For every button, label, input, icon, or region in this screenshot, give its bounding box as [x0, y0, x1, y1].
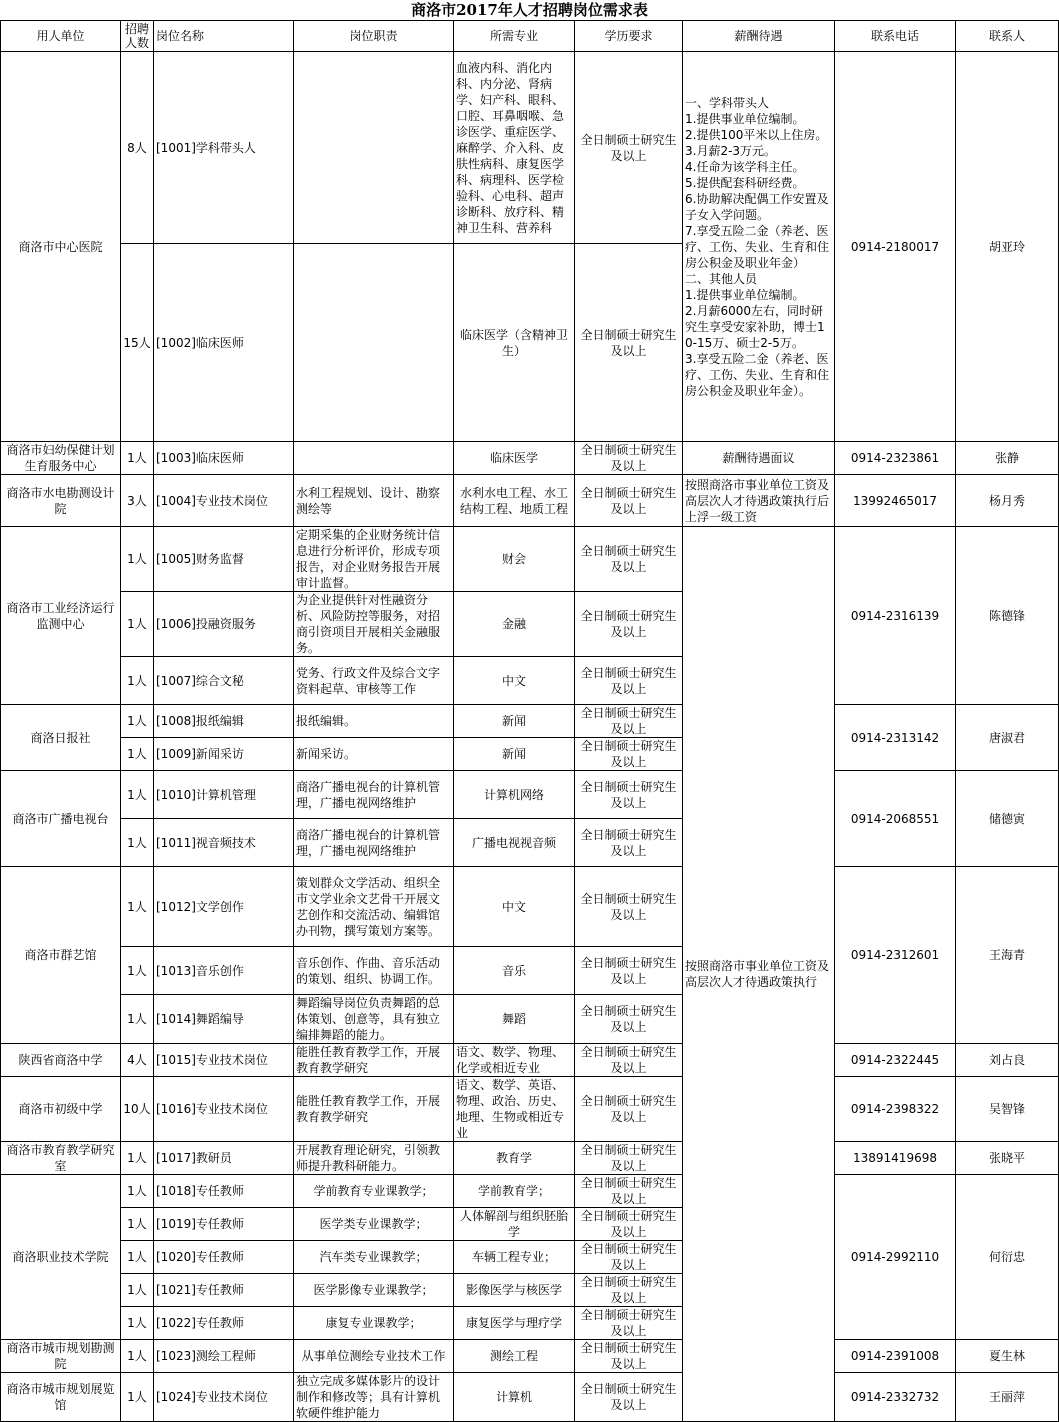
edu-cell: 全日制硕士研究生及以上	[575, 738, 683, 771]
count-cell: 1人	[121, 995, 154, 1044]
phone-cell: 0914-2332732	[835, 1373, 956, 1422]
edu-cell: 全日制硕士研究生及以上	[575, 1274, 683, 1307]
table-row	[1, 771, 1059, 819]
header-count: 招聘人数	[121, 21, 154, 52]
major-cell: 语文、数学、物理、化学或相近专业	[454, 1044, 575, 1077]
post-cell: [1013]音乐创作	[154, 947, 294, 995]
phone-cell: 13992465017	[835, 475, 956, 527]
table-row	[1, 1044, 1059, 1077]
table-row	[1, 1142, 1059, 1175]
major-cell: 新闻	[454, 705, 575, 738]
duty-cell: 新闻采访。	[294, 738, 454, 771]
duty-cell: 舞蹈编导岗位负责舞蹈的总体策划、创意等，具有独立编排舞蹈的能力。	[294, 995, 454, 1044]
major-cell: 临床医学	[454, 442, 575, 475]
duty-cell: 独立完成多媒体影片的设计制作和修改等；具有计算机软硬件维护能力	[294, 1373, 454, 1422]
unit-cell: 商洛市广播电视台	[1, 771, 121, 867]
edu-cell: 全日制硕士研究生及以上	[575, 657, 683, 705]
unit-cell: 商洛市城市规划展览馆	[1, 1373, 121, 1422]
unit-cell: 商洛市工业经济运行监测中心	[1, 527, 121, 705]
count-cell: 10人	[121, 1077, 154, 1142]
duty-cell: 为企业提供针对性融资分析、风险防控等服务，对招商引资项目开展相关金融服务。	[294, 592, 454, 657]
major-cell: 影像医学与核医学	[454, 1274, 575, 1307]
post-cell: [1023]测绘工程师	[154, 1340, 294, 1373]
post-cell: [1019]专任教师	[154, 1208, 294, 1241]
major-cell: 血液内科、消化内科、内分泌、肾病学、妇产科、眼科、口腔、耳鼻咽喉、急诊医学、重症医学、麻醉学、介入科、皮肤性病科、康复医学科、病理科、医学检验科、心电科、超声诊断科、放疗科、精神卫生科、营养科	[454, 52, 575, 244]
post-cell: [1010]计算机管理	[154, 771, 294, 819]
header-duty: 岗位职责	[294, 21, 454, 52]
table-row	[1, 527, 1059, 592]
edu-cell: 全日制硕士研究生及以上	[575, 52, 683, 244]
unit-cell: 商洛市水电勘测设计院	[1, 475, 121, 527]
count-cell: 8人	[121, 52, 154, 244]
edu-cell: 全日制硕士研究生及以上	[575, 819, 683, 867]
phone-cell: 0914-2312601	[835, 867, 956, 1044]
major-cell: 学前教育学；	[454, 1175, 575, 1208]
major-cell: 测绘工程	[454, 1340, 575, 1373]
contact-cell: 吴智锋	[956, 1077, 1059, 1142]
duty-cell: 医学影像专业课教学；	[294, 1274, 454, 1307]
phone-cell: 0914-2322445	[835, 1044, 956, 1077]
contact-cell: 张静	[956, 442, 1059, 475]
post-cell: [1015]专业技术岗位	[154, 1044, 294, 1077]
edu-cell: 全日制硕士研究生及以上	[575, 1142, 683, 1175]
unit-cell: 商洛市教育教学研究室	[1, 1142, 121, 1175]
contact-cell: 胡亚玲	[956, 52, 1059, 442]
major-cell: 广播电视视音频	[454, 819, 575, 867]
contact-cell: 刘占良	[956, 1044, 1059, 1077]
duty-cell: 医学类专业课教学；	[294, 1208, 454, 1241]
count-cell: 1人	[121, 1142, 154, 1175]
duty-cell: 汽车类专业课教学；	[294, 1241, 454, 1274]
salary-cell: 薪酬待遇面议	[683, 442, 835, 475]
count-cell: 1人	[121, 738, 154, 771]
edu-cell: 全日制硕士研究生及以上	[575, 1307, 683, 1340]
post-cell: [1012]文学创作	[154, 867, 294, 947]
count-cell: 1人	[121, 1241, 154, 1274]
contact-cell: 唐淑君	[956, 705, 1059, 771]
count-cell: 1人	[121, 657, 154, 705]
major-cell: 中文	[454, 867, 575, 947]
header-edu: 学历要求	[575, 21, 683, 52]
unit-cell: 商洛市初级中学	[1, 1077, 121, 1142]
post-cell: [1018]专任教师	[154, 1175, 294, 1208]
contact-cell: 何衍忠	[956, 1175, 1059, 1340]
post-cell: [1024]专业技术岗位	[154, 1373, 294, 1422]
table-row	[1, 705, 1059, 738]
count-cell: 3人	[121, 475, 154, 527]
major-cell: 车辆工程专业；	[454, 1241, 575, 1274]
major-cell: 康复医学与理疗学	[454, 1307, 575, 1340]
post-cell: [1004]专业技术岗位	[154, 475, 294, 527]
count-cell: 1人	[121, 527, 154, 592]
edu-cell: 全日制硕士研究生及以上	[575, 475, 683, 527]
table-row	[1, 475, 1059, 527]
table-row	[1, 867, 1059, 947]
table-row	[1, 1340, 1059, 1373]
count-cell: 1人	[121, 1208, 154, 1241]
unit-cell: 商洛市妇幼保健计划生育服务中心	[1, 442, 121, 475]
edu-cell: 全日制硕士研究生及以上	[575, 705, 683, 738]
phone-cell: 0914-2992110	[835, 1175, 956, 1340]
post-cell: [1001]学科带头人	[154, 52, 294, 244]
count-cell: 1人	[121, 1340, 154, 1373]
edu-cell: 全日制硕士研究生及以上	[575, 947, 683, 995]
count-cell: 1人	[121, 771, 154, 819]
count-cell: 15人	[121, 244, 154, 442]
duty-cell	[294, 52, 454, 244]
duty-cell: 定期采集的企业财务统计信息进行分析评价，形成专项报告，对企业财务报告开展审计监督。	[294, 527, 454, 592]
duty-cell: 商洛广播电视台的计算机管理，广播电视网络维护	[294, 771, 454, 819]
duty-cell: 从事单位测绘专业技术工作	[294, 1340, 454, 1373]
major-cell: 计算机网络	[454, 771, 575, 819]
salary-cell: 按照商洛市事业单位工资及高层次人才待遇政策执行后上浮一级工资	[683, 475, 835, 527]
edu-cell: 全日制硕士研究生及以上	[575, 592, 683, 657]
post-cell: [1017]教研员	[154, 1142, 294, 1175]
table-row	[1, 52, 1059, 244]
post-cell: [1011]视音频技术	[154, 819, 294, 867]
header-unit: 用人单位	[1, 21, 121, 52]
table-row	[1, 1373, 1059, 1422]
post-cell: [1003]临床医师	[154, 442, 294, 475]
edu-cell: 全日制硕士研究生及以上	[575, 527, 683, 592]
count-cell: 1人	[121, 705, 154, 738]
post-cell: [1007]综合文秘	[154, 657, 294, 705]
edu-cell: 全日制硕士研究生及以上	[575, 1077, 683, 1142]
header-contact: 联系人	[956, 21, 1059, 52]
edu-cell: 全日制硕士研究生及以上	[575, 1373, 683, 1422]
unit-cell: 商洛市城市规划勘测院	[1, 1340, 121, 1373]
edu-cell: 全日制硕士研究生及以上	[575, 771, 683, 819]
post-cell: [1009]新闻采访	[154, 738, 294, 771]
table-row	[1, 1077, 1059, 1142]
unit-cell: 商洛职业技术学院	[1, 1175, 121, 1340]
count-cell: 1人	[121, 947, 154, 995]
contact-cell: 杨月秀	[956, 475, 1059, 527]
count-cell: 1人	[121, 867, 154, 947]
major-cell: 财会	[454, 527, 575, 592]
unit-cell: 商洛市群艺馆	[1, 867, 121, 1044]
major-cell: 临床医学（含精神卫生）	[454, 244, 575, 442]
phone-cell: 0914-2398322	[835, 1077, 956, 1142]
phone-cell: 0914-2180017	[835, 52, 956, 442]
major-cell: 人体解剖与组织胚胎学	[454, 1208, 575, 1241]
contact-cell: 储德寅	[956, 771, 1059, 867]
major-cell: 金融	[454, 592, 575, 657]
count-cell: 1人	[121, 442, 154, 475]
major-cell: 舞蹈	[454, 995, 575, 1044]
edu-cell: 全日制硕士研究生及以上	[575, 1175, 683, 1208]
post-cell: [1020]专任教师	[154, 1241, 294, 1274]
duty-cell: 党务、行政文件及综合文字资料起草、审核等工作	[294, 657, 454, 705]
phone-cell: 0914-2313142	[835, 705, 956, 771]
post-cell: [1005]财务监督	[154, 527, 294, 592]
major-cell: 音乐	[454, 947, 575, 995]
duty-cell: 能胜任教育教学工作，开展教育教学研究	[294, 1077, 454, 1142]
header-phone: 联系电话	[835, 21, 956, 52]
header-row	[1, 21, 1059, 52]
duty-cell: 水利工程规划、设计、勘察测绘等	[294, 475, 454, 527]
header-major: 所需专业	[454, 21, 575, 52]
count-cell: 1人	[121, 592, 154, 657]
duty-cell	[294, 244, 454, 442]
count-cell: 1人	[121, 819, 154, 867]
edu-cell: 全日制硕士研究生及以上	[575, 244, 683, 442]
count-cell: 1人	[121, 1373, 154, 1422]
salary-cell: 按照商洛市事业单位工资及高层次人才待遇政策执行	[683, 527, 835, 1422]
contact-cell: 张晓平	[956, 1142, 1059, 1175]
duty-cell: 开展教育理论研究，引领教师提升教科研能力。	[294, 1142, 454, 1175]
unit-cell: 商洛市中心医院	[1, 52, 121, 442]
major-cell: 水利水电工程、水工结构工程、地质工程	[454, 475, 575, 527]
duty-cell: 学前教育专业课教学；	[294, 1175, 454, 1208]
edu-cell: 全日制硕士研究生及以上	[575, 1241, 683, 1274]
duty-cell	[294, 442, 454, 475]
phone-cell: 13891419698	[835, 1142, 956, 1175]
header-post: 岗位名称	[154, 21, 294, 52]
duty-cell: 商洛广播电视台的计算机管理，广播电视网络维护	[294, 819, 454, 867]
phone-cell: 0914-2068551	[835, 771, 956, 867]
post-cell: [1014]舞蹈编导	[154, 995, 294, 1044]
edu-cell: 全日制硕士研究生及以上	[575, 1340, 683, 1373]
contact-cell: 王丽萍	[956, 1373, 1059, 1422]
salary-cell: 一、学科带头人 1.提供事业单位编制。 2.提供100平米以上住房。 3.月薪2-3万元。 4.任命为该学科主任。 5.提供配套科研经费。 6.协助解决配偶工作安置及子女入学问题。 7.享受五险二金（养老、医疗、工伤、失业、生育和住房公积金及职业年金） 二、其他人员 1.提供事业单位编制。 2.月薪6000左右，同时研究生享受安家补助，博士10-15万、硕士2-5万。 3.享受五险二金（养老、医疗、工伤、失业、生育和住房公积金及职业年金）。	[683, 52, 835, 442]
count-cell: 1人	[121, 1307, 154, 1340]
major-cell: 新闻	[454, 738, 575, 771]
table-row	[1, 442, 1059, 475]
duty-cell: 能胜任教育教学工作，开展教育教学研究	[294, 1044, 454, 1077]
major-cell: 计算机	[454, 1373, 575, 1422]
major-cell: 中文	[454, 657, 575, 705]
post-cell: [1022]专任教师	[154, 1307, 294, 1340]
page-title: 商洛市2017年人才招聘岗位需求表	[411, 1, 648, 19]
count-cell: 1人	[121, 1274, 154, 1307]
post-cell: [1006]投融资服务	[154, 592, 294, 657]
count-cell: 1人	[121, 1175, 154, 1208]
edu-cell: 全日制硕士研究生及以上	[575, 442, 683, 475]
post-cell: [1016]专业技术岗位	[154, 1077, 294, 1142]
recruitment-table	[0, 20, 1059, 1422]
table-row	[1, 1175, 1059, 1208]
contact-cell: 陈德锋	[956, 527, 1059, 705]
unit-cell: 陕西省商洛中学	[1, 1044, 121, 1077]
post-cell: [1008]报纸编辑	[154, 705, 294, 738]
unit-cell: 商洛日报社	[1, 705, 121, 771]
edu-cell: 全日制硕士研究生及以上	[575, 995, 683, 1044]
phone-cell: 0914-2391008	[835, 1340, 956, 1373]
contact-cell: 夏生林	[956, 1340, 1059, 1373]
post-cell: [1002]临床医师	[154, 244, 294, 442]
edu-cell: 全日制硕士研究生及以上	[575, 867, 683, 947]
edu-cell: 全日制硕士研究生及以上	[575, 1208, 683, 1241]
major-cell: 教育学	[454, 1142, 575, 1175]
contact-cell: 王海青	[956, 867, 1059, 1044]
phone-cell: 0914-2316139	[835, 527, 956, 705]
count-cell: 4人	[121, 1044, 154, 1077]
phone-cell: 0914-2323861	[835, 442, 956, 475]
duty-cell: 康复专业课教学；	[294, 1307, 454, 1340]
header-salary: 薪酬待遇	[683, 21, 835, 52]
duty-cell: 报纸编辑。	[294, 705, 454, 738]
major-cell: 语文、数学、英语、物理、政治、历史、地理、生物或相近专业	[454, 1077, 575, 1142]
duty-cell: 音乐创作、作曲、音乐活动的策划、组织、协调工作。	[294, 947, 454, 995]
post-cell: [1021]专任教师	[154, 1274, 294, 1307]
edu-cell: 全日制硕士研究生及以上	[575, 1044, 683, 1077]
duty-cell: 策划群众文学活动、组织全市文学业余文艺骨干开展文艺创作和交流活动、编辑馆办刊物，撰写策划方案等。	[294, 867, 454, 947]
